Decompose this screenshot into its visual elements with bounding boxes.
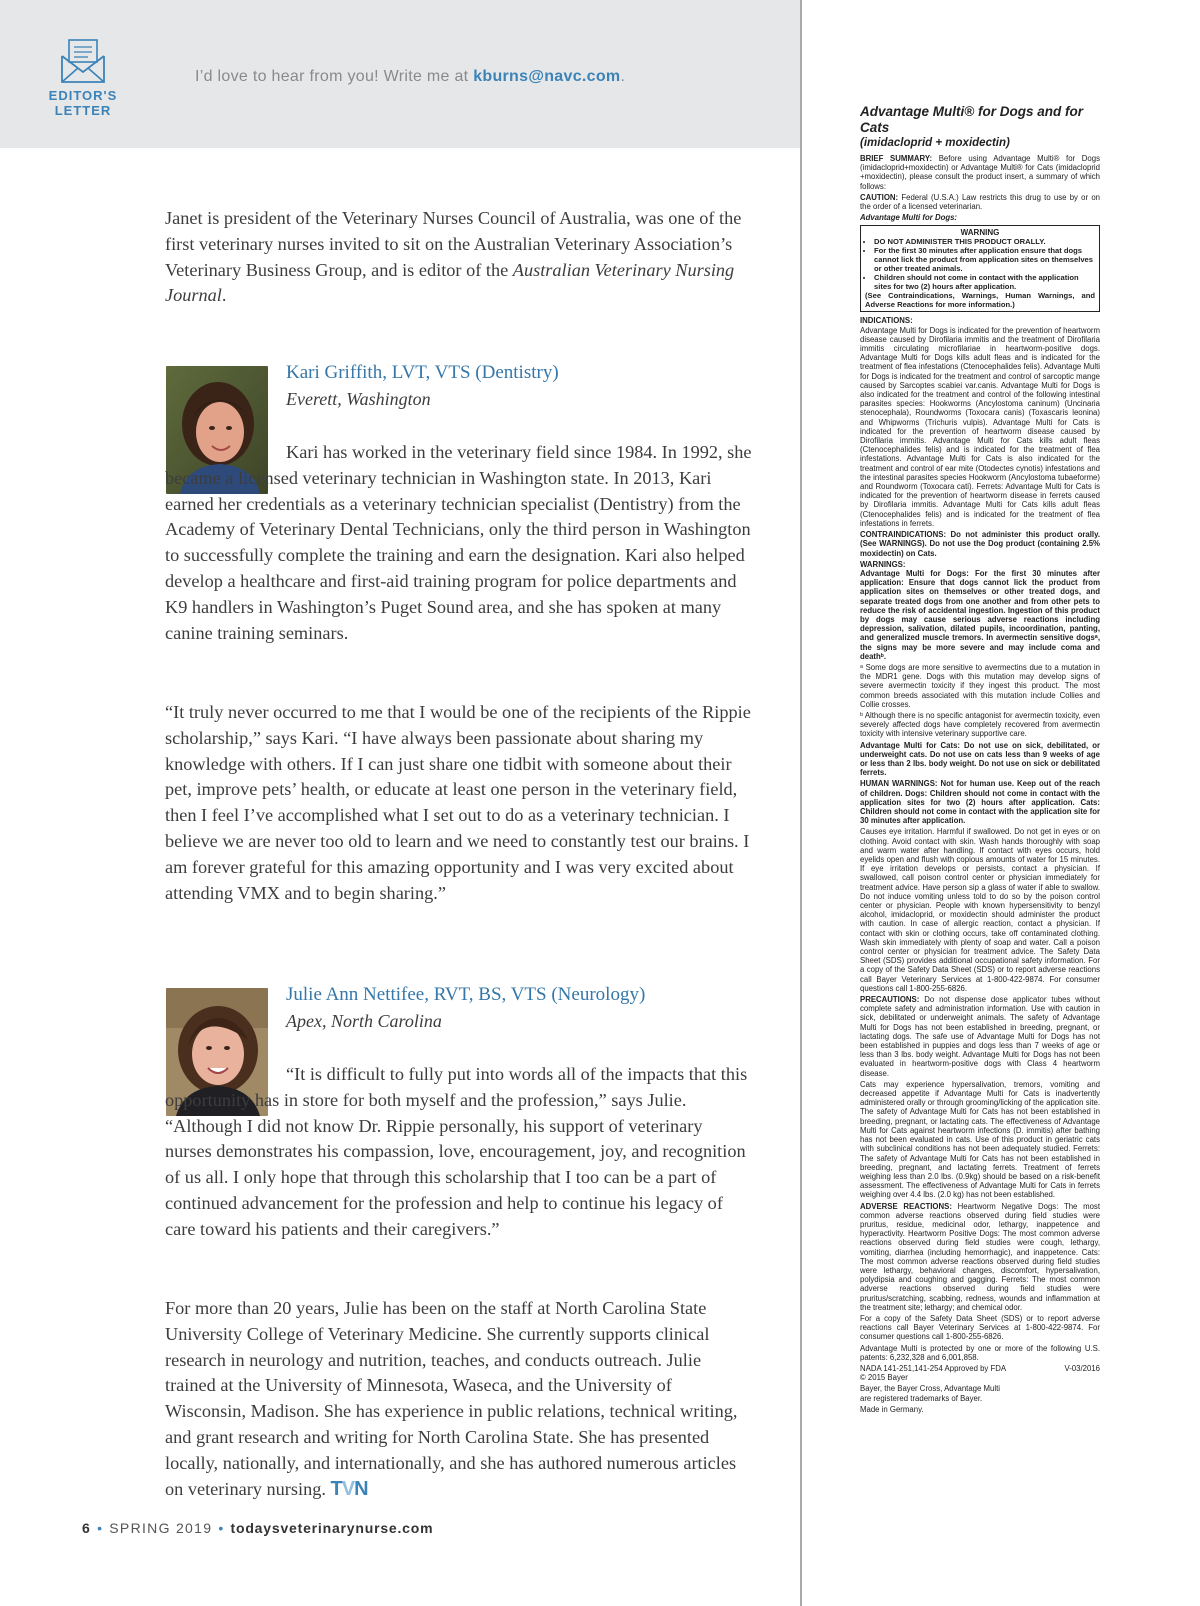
kari-bio-paragraph: Kari has worked in the veterinary field since 1984. In 1992, she became a licensed veterinary technician in Washington state. In 2013, Kari earned her credentials as a veterinary technician specialist (Dentistry) from the Academy of Veterinary Dental Technicians, only the third person in Washington to successfully complete the training and earn the designation. Kari also helped develop a healthcare and first-aid training program for police departments and K9 handlers in Washington’s Puget Sound area, and she has spoken at many canine training seminars.	[165, 442, 752, 643]
profile-name-kari: Kari Griffith, LVT, VTS (Dentistry)	[286, 362, 559, 383]
precautions	[860, 995, 1100, 1078]
intro-paragraph	[165, 206, 760, 309]
warning-box	[860, 225, 1100, 312]
caution-label: CAUTION:	[860, 192, 899, 202]
brief-summary	[860, 154, 1100, 191]
brief-text: Before using Advantage Multi® for Dogs (imidacloprid+moxidectin) or Advantage Multi® for Cats (imidacloprid +moxidectin), please consult the product insert, a summary of which follows:	[860, 154, 1100, 191]
editors-letter-header	[0, 0, 800, 148]
adverse-label: ADVERSE REACTIONS:	[860, 1201, 952, 1211]
editor-email-link[interactable]: kburns@navc.com	[473, 68, 621, 85]
warning-note: (See Contraindications, Warnings, Human Warnings, and Adverse Reactions for more information.)	[865, 291, 1095, 310]
profile-location-julie: Apex, North Carolina	[286, 1011, 442, 1031]
footnote-a: ᵃ Some dogs are more sensitive to avermectins due to a mutation in the MDR1 gene. Dogs with this mutation may develop signs of severe avermectin toxicity if they ingest this product. The most common breeds associated with this mutation include Collies and Collie crosses.	[860, 662, 1100, 709]
intro-text: Janet is president of the Veterinary Nurses Council of Australia, was one of the first veterinary nurses invited to sit on the Australian Veterinary Association’s Veterinary Business Group, and is editor of the	[165, 208, 742, 280]
tvn-logo-n: N	[354, 1477, 368, 1500]
section-label-line2: LETTER	[54, 103, 112, 118]
profile-name-julie: Julie Ann Nettifee, RVT, BS, VTS (Neurology)	[286, 984, 646, 1005]
tvn-logo-t: T	[330, 1477, 342, 1500]
indications	[860, 316, 1100, 528]
trademarks: Bayer, the Bayer Cross, Advantage Multi are registered trademarks of Bayer.	[860, 1384, 1000, 1403]
eye-irritation: Causes eye irritation. Harmful if swallowed. Do not get in eyes or on clothing. Avoid contact with skin. Wash hands thoroughly with soap and warm water after handling. If contact with eyes occurs, hold eyelids open and flush with copious amounts of water for 15 minutes. If eye irritation develops or persists, contact a physician. If swallowed, call poison control center or physician immediately for treatment advice. Have person sip a glass of water if able to swallow. Do not induce vomiting unless told to do so by the poison control center or physician. People with known hypersensitivity to benzyl alcohol, imidacloprid, or moxidectin should administer the product with caution. In case of allergic reaction, contact a physician. If contact with skin or clothing occurs, take off contaminated clothing. Wash skin immediately with plenty of soap and water. Call a poison control center or physician for treatment advice. The Safety Data Sheet (SDS) provides additional occupational safety information. For a copy of the Safety Data Sheet (SDS) or to report adverse reactions call Bayer Veterinary Services at 1-800-422-9874. For consumer questions call 1-800-255-6826.	[860, 827, 1100, 993]
section-label-line1: EDITOR'S	[48, 88, 118, 103]
brief-label: BRIEF SUMMARY:	[860, 154, 933, 163]
human-text: Not for human use. Keep out of the reach of children. Dogs: Children should not come in contact with the application sites for two (2) hours after application. Cats: Children should not come in contact with the application site for 30 minutes after application.	[860, 779, 1100, 826]
intro-end: .	[221, 285, 227, 306]
footnote-b: ᵇ Although there is no specific antagonist for avermectin toxicity, even severely affected dogs have completely recovered from avermectin toxicity with intensive veterinary supportive care.	[860, 710, 1100, 739]
adverse-reactions	[860, 1202, 1100, 1312]
adverse-text: Heartworm Negative Dogs: The most common adverse reactions observed during field studies were pruritus, residue, medicinal odor, lethargy, inappetence and hyperactivity. Heartworm Positive Dogs: The most common adverse reactions observed during field studies were cough, lethargy, vomiting, diarrhea (including hemorrhagic), and inappetence. Cats: The most common adverse reactions observed during field studies were lethargy, behavioral changes, discomfort, hypersalivation, polydipsia and coughing and gagging. Ferrets: The most common adverse reactions observed during field studies were pruritus/scratching, scabbing, redness, wounds and inflammation at the treatment site; lethargy; and chemical odor.	[860, 1201, 1100, 1312]
tvn-end-mark-logo	[331, 1478, 368, 1500]
warning-item: • For the first 30 minutes after application ensure that dogs cannot lick the product from application sites on themselves or other treated animals.	[874, 246, 1095, 273]
copyright: © 2015 Bayer	[860, 1373, 908, 1383]
warning-list	[865, 237, 1095, 291]
contra-text: Do not administer this product orally. (See WARNINGS). Do not use the Dog product (containing 2.5% moxidectin) on Cats.	[860, 530, 1100, 558]
footer-separator: •	[97, 1520, 104, 1536]
kari-quote-paragraph: “It truly never occurred to me that I would be one of the recipients of the Rippie scholarship,” says Kari. “I have always been passionate about sharing my knowledge with others. If I can just share one tidbit with someone about their pet, improve pets’ health, or educate at least one person in the veterinary field, then I feel I’ve accomplished what I set out to do as a veterinary technician. I believe we are never too old to learn and we need to constantly test our brains. I am forever grateful for this amazing opportunity and I was very excited about attending VMX and to begin sharing.”	[165, 702, 751, 903]
patents: Advantage Multi is protected by one or more of the following U.S. patents: 6,232,328 and 6,001,858.	[860, 1343, 1100, 1362]
footer-separator: •	[218, 1520, 225, 1536]
julie-bio-paragraph	[165, 1296, 753, 1502]
contra-label: CONTRAINDICATIONS:	[860, 530, 947, 540]
website-link[interactable]: todaysveterinarynurse.com	[230, 1520, 434, 1536]
column-divider	[800, 0, 802, 1606]
version-code: V-03/2016	[1064, 1363, 1100, 1373]
page-number: 6	[82, 1520, 92, 1536]
journal-title: Australian Veterinary Nursing Journal	[165, 259, 735, 306]
contact-invite-text: I’d love to hear from you! Write me at	[195, 68, 474, 85]
cats-warnings: Advantage Multi for Cats: Do not use on sick, debilitated, or underweight cats. Do not use on cats less than 9 weeks of age or less than 2 lbs. body weight. Do not use on sick or debilitated ferrets.	[860, 740, 1100, 778]
advantage-multi-brief-summary	[860, 104, 1100, 1416]
caution-text: Federal (U.S.A.) Law restricts this drug to use by or on the order of a licensed veterinarian.	[860, 192, 1100, 212]
envelope-letter-icon	[58, 36, 108, 86]
warnings-label: WARNINGS:	[860, 559, 906, 569]
warning-title: WARNING	[960, 228, 1000, 238]
cats-precautions: Cats may experience hypersalivation, tremors, vomiting and decreased appetite if Advantage Multi for Cats is inadvertently administered orally or through grooming/licking of the application site. The safety of Advantage Multi for Cats has not been established in breeding, pregnant, or lactating cats. The effectiveness of Advantage Multi for Cats against heartworm infections (D. immitis) after bathing has not been evaluated in cats. Use of this product in geriatric cats with subclinical conditions has not been adequately studied. Ferrets: The safety of Advantage Multi for Cats has not been established in breeding, pregnant, and lactating ferrets. Treatment of ferrets weighing less than 2.0 lbs. (0.9kg) should be based on a risk-benefit assessment. The effectiveness of Advantage Multi for Cats in ferrets weighing over 4.4 lbs. (2.0 kg) has not been established.	[860, 1079, 1100, 1200]
section-label	[40, 88, 126, 118]
indications-label: INDICATIONS:	[860, 316, 913, 326]
page-footer	[82, 1520, 433, 1536]
julie-bio-text: For more than 20 years, Julie has been on the staff at North Carolina State University College of Veterinary Medicine. She currently supports clinical research in neurology and nutrition, teaches, and conducts outreach. Julie trained at the University of Minnesota, Waseca, and the University of Wisconsin, Madison. She has experience in public relations, technical writing, and grant research and writing for North Carolina State. She has presented locally, nationally, and internationally, and she has authored numerous articles on veterinary nursing.	[165, 1298, 738, 1499]
made-in: Made in Germany.	[860, 1404, 924, 1414]
contact-invite	[195, 68, 625, 86]
human-warnings	[860, 779, 1100, 825]
warning-item: • Children should not come in contact with the application sites for two (2) hours after application.	[874, 273, 1095, 291]
nada-row	[860, 1364, 1100, 1373]
indications-text: Advantage Multi for Dogs is indicated for the prevention of heartworm disease caused by Dirofilaria immitis and the treatment of Dirofilaria immitis circulating microfilariae in heartworm-positive dogs. Advantage Multi for Dogs kills adult fleas and is indicated for the treatment of flea infestations (Ctenocephalides felis). Advantage Multi for Dogs is indicated for the treatment and control of sarcoptic mange caused by Sarcoptes scabiei var.canis. Advantage Multi for Dogs is also indicated for the treatment and control of the following intestinal parasites species: Hookworms (Ancylostoma caninum) (Uncinaria stenocephala), Roundworms (Toxocara canis) (Toxascaris leonina) and Whipworms (Trichuris vulpis). Advantage Multi for Cats is indicated for the prevention of heartworm disease caused by Dirofilaria immitis. Advantage Multi for Cats kills adult fleas (Ctenocephalides felis) and is indicated for the treatment of flea infestations. Advantage Multi for Cats is also indicated for the treatment and control of ear mite (Otodectes cynotis) infestations and the intestinal parasites species Hookworm (Ancylostoma tubaeforme) and Roundworm (Toxocara cati). Ferrets: Advantage Multi for Cats is indicated for the prevention of heartworm disease in ferrets caused by Dirofilaria immitis. Advantage Multi for Cats kills adult fleas (Ctenocephalides felis) and is indicated for the treatment of flea infestations in ferrets.	[860, 325, 1100, 528]
profile-location-kari: Everett, Washington	[286, 389, 431, 409]
human-label: HUMAN WARNINGS:	[860, 779, 938, 789]
warnings	[860, 560, 1100, 661]
caution	[860, 193, 1100, 211]
precautions-label: PRECAUTIONS:	[860, 995, 920, 1005]
contact-invite-end: .	[620, 68, 626, 85]
sds-info: For a copy of the Safety Data Sheet (SDS) or to report adverse reactions call Bayer Veterinary Services at 1-800-422-9874. For consumer questions call 1-800-255-6826.	[860, 1313, 1100, 1342]
issue-label: SPRING 2019	[109, 1520, 213, 1536]
nada-approval: NADA 141-251,141-254 Approved by FDA	[860, 1363, 1007, 1373]
contraindications	[860, 530, 1100, 558]
warning-item: • DO NOT ADMINISTER THIS PRODUCT ORALLY.	[874, 237, 1095, 246]
julie-quote-paragraph: “It is difficult to fully put into words all of the impacts that this opportunity has in store for both myself and the profession,” says Julie. “Although I did not know Dr. Rippie personally, his support of veterinary nurses demonstrates his compassion, love, encouragement, joy, and recognition of us all. I only hope that through this scholarship that I too can be a part of continued advancement for the profession and help to continue his legacy of care toward his patients and their caregivers.”	[165, 1064, 748, 1239]
precautions-text: Do not dispense dose applicator tubes without complete safety and administration information. Use with caution in sick, debilitated or underweight animals. The safety of Advantage Multi for Dogs has not been established in breeding, pregnant, or lactating dogs. The safe use of Advantage Multi for Dogs has not been established in puppies and dogs less than 7 weeks of age or less than 3 lbs. body weight. Advantage Multi for Dogs has not been evaluated in heartworm-positive dogs with Class 4 heartworm disease.	[860, 995, 1100, 1078]
tvn-logo-v: V	[341, 1477, 355, 1500]
ad-subtitle: (imidacloprid + moxidectin)	[860, 137, 1010, 149]
warnings-text: Advantage Multi for Dogs: For the first 30 minutes after application: Ensure that dogs cannot lick the product from application sites on themselves or other treated dogs, and separate treated dogs from one another and from other pets to reduce the risk of accidental ingestion. Ingestion of this product by dogs may cause serious adverse reactions including depression, salivation, dilated pupils, incoordination, panting, and generalized muscle tremors. In avermectin sensitive dogsᵃ, the signs may be more severe and may include coma and deathᵇ.	[860, 568, 1100, 661]
ad-title: Advantage Multi® for Dogs and for Cats	[860, 104, 1083, 135]
dogs-heading: Advantage Multi for Dogs:	[860, 213, 958, 223]
